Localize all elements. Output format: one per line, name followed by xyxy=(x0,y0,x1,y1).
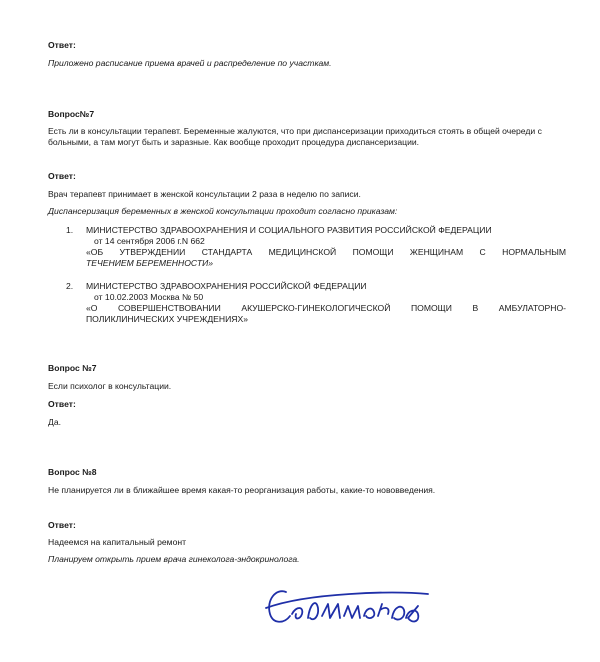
answer-label: Ответ: xyxy=(48,40,76,50)
answer-label: Ответ: xyxy=(48,520,76,530)
question-label: Вопрос №8 xyxy=(48,467,97,477)
order-title: «О СОВЕРШЕНСТВОВАНИИ АКУШЕРСКО-ГИНЕКОЛОГИЧЕСКОЙ ПОМОЩИ В АМБУЛАТОРНО- xyxy=(86,303,566,313)
question-label: Вопрос№7 xyxy=(48,109,95,119)
question-text: Не планируется ли в ближайшее время какая-то реорганизация работы, какие-то нововведения. xyxy=(48,485,436,495)
order-ministry: МИНИСТЕРСТВО ЗДРАВООХРАНЕНИЯ И СОЦИАЛЬНОГО РАЗВИТИЯ РОССИЙСКОЙ ФЕДЕРАЦИИ xyxy=(86,225,492,235)
order-item xyxy=(86,281,566,325)
order-date: от 14 сентября 2006 г.N 662 xyxy=(94,236,205,246)
handwritten-signature xyxy=(258,578,438,630)
order-number: 1. xyxy=(66,225,74,235)
answer-label: Ответ: xyxy=(48,399,76,409)
order-title-cont: ПОЛИКЛИНИЧЕСКИХ УЧРЕЖДЕНИЯХ» xyxy=(86,314,248,324)
answer-line-italic: Планируем открыть прием врача гинеколога-эндокринолога. xyxy=(48,554,300,564)
question-label: Вопрос №7 xyxy=(48,363,97,373)
answer-line-italic: Диспансеризация беременных в женской консультации проходит согласно приказам: xyxy=(48,206,398,216)
order-ministry: МИНИСТЕРСТВО ЗДРАВООХРАНЕНИЯ РОССИЙСКОЙ ФЕДЕРАЦИИ xyxy=(86,281,367,291)
question-text: Есть ли в консультации терапевт. Беременные жалуются, что при диспансеризации приходиться стоять в общей очереди с больными, а там могут быть и заразные. Как вообще проходит процедура диспансеризации. xyxy=(48,126,542,147)
question-text: Если психолог в консультации. xyxy=(48,381,172,391)
answer-line: Врач терапевт принимает в женской консультации 2 раза в неделю по записи. xyxy=(48,189,361,199)
order-date: от 10.02.2003 Москва № 50 xyxy=(94,292,204,302)
order-title: «ОБ УТВЕРЖДЕНИИ СТАНДАРТА МЕДИЦИНСКОЙ ПОМОЩИ ЖЕНЩИНАМ С НОРМАЛЬНЫМ xyxy=(86,247,566,257)
answer-label: Ответ: xyxy=(48,171,76,181)
order-number: 2. xyxy=(66,281,74,291)
order-item xyxy=(86,225,566,269)
answer-text: Приложено расписание приема врачей и распределение по участкам. xyxy=(48,58,332,68)
order-title-cont: ТЕЧЕНИЕМ БЕРЕМЕННОСТИ» xyxy=(86,258,214,268)
answer-line: Надеемся на капитальный ремонт xyxy=(48,537,187,547)
answer-text: Да. xyxy=(48,417,61,427)
